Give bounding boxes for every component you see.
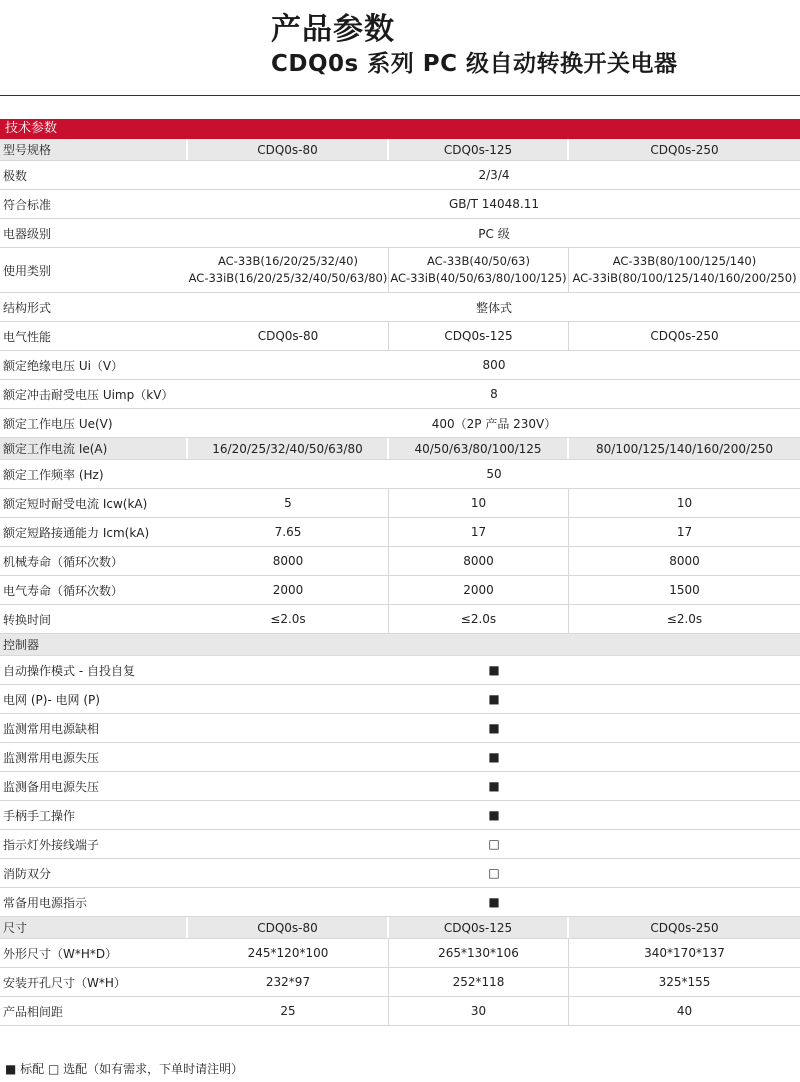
cell-value: 10	[389, 489, 569, 517]
cell-value: 2/3/4	[478, 168, 510, 182]
cell-value: 80/100/125/140/160/200/250	[596, 441, 773, 456]
table-row-ue	[0, 409, 800, 438]
cell-value: 2000	[188, 576, 389, 604]
category-line: AC-33B(80/100/125/140)	[612, 254, 757, 268]
row-label: 电网 (P)- 电网 (P)	[0, 685, 188, 713]
table-row-ui	[0, 351, 800, 380]
cell-value: 800	[482, 358, 506, 372]
mark-standard: ■	[488, 779, 500, 793]
cell-value: CDQ0s-250	[650, 329, 719, 343]
row-label: 手柄手工操作	[0, 801, 188, 829]
row-label: 额定工作频率 (Hz)	[0, 460, 188, 488]
cell-value: ≤2.0s	[188, 605, 389, 633]
row-label: 产品相间距	[0, 997, 188, 1025]
table-row-controller	[0, 656, 800, 685]
table-row-controller	[0, 772, 800, 801]
row-label: 符合标准	[0, 190, 188, 218]
table-row-mounting	[0, 968, 800, 997]
row-label: 电气性能	[0, 322, 188, 350]
cell-value: 17	[389, 518, 569, 546]
table-row-ie	[0, 438, 800, 460]
category-line: AC-33iB(16/20/25/32/40/50/63/80)	[188, 271, 388, 285]
table-row-controller	[0, 830, 800, 859]
legend-note: ■ 标配 □ 选配（如有需求，下单时请注明）	[5, 1062, 244, 1076]
table-row-uimp	[0, 380, 800, 409]
cell-value: 400（2P 产品 230V）	[431, 416, 557, 431]
row-label: 消防双分	[0, 859, 188, 887]
mark-standard: ■	[488, 721, 500, 735]
row-label: 额定冲击耐受电压 Uimp（kV）	[0, 380, 188, 408]
section-tech-header: 技术参数	[0, 119, 800, 139]
section-label: 控制器	[3, 638, 40, 652]
row-label: 额定短路接通能力 Icm(kA)	[0, 518, 188, 546]
cell-value: 265*130*106	[389, 939, 569, 967]
mark-standard: ■	[488, 895, 500, 909]
row-label: 转换时间	[0, 605, 188, 633]
cell-value: 8000	[669, 554, 700, 568]
table-row-controller	[0, 743, 800, 772]
table-row-controller	[0, 888, 800, 917]
table-row-structure	[0, 293, 800, 322]
cell-value: 2000	[389, 576, 569, 604]
mark-standard: ■	[488, 692, 500, 706]
cell-value: CDQ0s-125	[389, 917, 569, 938]
table-row-spacing	[0, 997, 800, 1026]
row-label: 电气寿命（循环次数）	[0, 576, 188, 604]
row-label: 额定绝缘电压 Ui（V）	[0, 351, 188, 379]
cell-value: 10	[676, 496, 693, 510]
cell-value: GB/T 14048.11	[449, 197, 539, 211]
row-label: 额定工作电流 Ie(A)	[0, 438, 188, 459]
table-row-controller	[0, 859, 800, 888]
table-row-outline	[0, 939, 800, 968]
row-label: 使用类别	[0, 248, 188, 292]
row-label: 外形尺寸（W*H*D）	[0, 939, 188, 967]
table-row-electrical	[0, 322, 800, 351]
cell-value: 40/50/63/80/100/125	[389, 438, 569, 459]
mark-standard: ■	[488, 663, 500, 677]
mark-optional: □	[488, 837, 500, 851]
table-row-dimensions-header	[0, 917, 800, 939]
cell-value: 5	[188, 489, 389, 517]
table-row-controller	[0, 801, 800, 830]
mark-standard: ■	[488, 808, 500, 822]
category-line: AC-33iB(80/100/125/140/160/200/250)	[572, 271, 797, 285]
cell-value: CDQ0s-80	[188, 139, 389, 160]
row-label: 机械寿命（循环次数）	[0, 547, 188, 575]
cell-value: CDQ0s-250	[650, 142, 719, 157]
cell-value: 25	[188, 997, 389, 1025]
category-line: AC-33B(16/20/25/32/40)	[217, 254, 358, 268]
cell-value: 16/20/25/32/40/50/63/80	[188, 438, 389, 459]
cell-value: 8	[490, 387, 498, 401]
row-label: 安装开孔尺寸（W*H）	[0, 968, 188, 996]
row-label: 自动操作模式 - 自投自复	[0, 656, 188, 684]
table-row-category	[0, 248, 800, 293]
cell-value: 245*120*100	[188, 939, 389, 967]
table-row-controller	[0, 685, 800, 714]
cell-value: ≤2.0s	[666, 612, 703, 626]
cell-value: CDQ0s-125	[389, 322, 569, 350]
cell-value: 7.65	[188, 518, 389, 546]
cell-value	[188, 248, 389, 292]
table-row-standard	[0, 190, 800, 219]
row-label: 额定工作电压 Ue(V)	[0, 409, 188, 437]
row-label: 结构形式	[0, 293, 188, 321]
row-label: 型号规格	[0, 139, 188, 160]
table-row-elec-life	[0, 576, 800, 605]
table-row-poles	[0, 161, 800, 190]
row-label: 监测备用电源失压	[0, 772, 188, 800]
mark-standard: ■	[488, 750, 500, 764]
table-row-freq	[0, 460, 800, 489]
cell-value	[389, 248, 569, 292]
table-row-controller-header	[0, 634, 800, 656]
row-label: 尺寸	[0, 917, 188, 938]
cell-value: ≤2.0s	[389, 605, 569, 633]
cell-value: 40	[676, 1004, 693, 1018]
cell-value: CDQ0s-125	[389, 139, 569, 160]
table-row-icm	[0, 518, 800, 547]
page-title: 产品参数	[271, 12, 395, 47]
cell-value: 8000	[389, 547, 569, 575]
spec-table	[0, 139, 800, 1026]
row-label: 常备用电源指示	[0, 888, 188, 916]
header-divider	[0, 95, 800, 96]
cell-value: 整体式	[475, 300, 512, 315]
table-row-model	[0, 139, 800, 161]
row-label: 监测常用电源失压	[0, 743, 188, 771]
cell-value	[569, 248, 800, 292]
category-line: AC-33iB(40/50/63/80/100/125)	[390, 271, 567, 285]
table-row-controller	[0, 714, 800, 743]
row-label: 电器级别	[0, 219, 188, 247]
table-row-grade	[0, 219, 800, 248]
cell-value: 340*170*137	[644, 946, 725, 960]
cell-value: 325*155	[658, 975, 711, 989]
cell-value: 8000	[188, 547, 389, 575]
page-subtitle: CDQ0s 系列 PC 级自动转换开关电器	[271, 51, 678, 77]
row-label: 极数	[0, 161, 188, 189]
row-label: 额定短时耐受电流 Icw(kA)	[0, 489, 188, 517]
cell-value: 17	[676, 525, 693, 539]
mark-optional: □	[488, 866, 500, 880]
cell-value: PC 级	[478, 226, 510, 241]
cell-value: CDQ0s-80	[188, 322, 389, 350]
cell-value: CDQ0s-250	[650, 920, 719, 935]
cell-value: CDQ0s-80	[188, 917, 389, 938]
row-label: 指示灯外接线端子	[0, 830, 188, 858]
table-row-icw	[0, 489, 800, 518]
table-row-mech-life	[0, 547, 800, 576]
cell-value: 50	[486, 467, 502, 481]
cell-value: 1500	[669, 583, 700, 597]
category-line: AC-33B(40/50/63)	[427, 254, 530, 268]
cell-value: 30	[389, 997, 569, 1025]
cell-value: 252*118	[389, 968, 569, 996]
table-row-switch-time	[0, 605, 800, 634]
row-label: 监测常用电源缺相	[0, 714, 188, 742]
cell-value: 232*97	[188, 968, 389, 996]
